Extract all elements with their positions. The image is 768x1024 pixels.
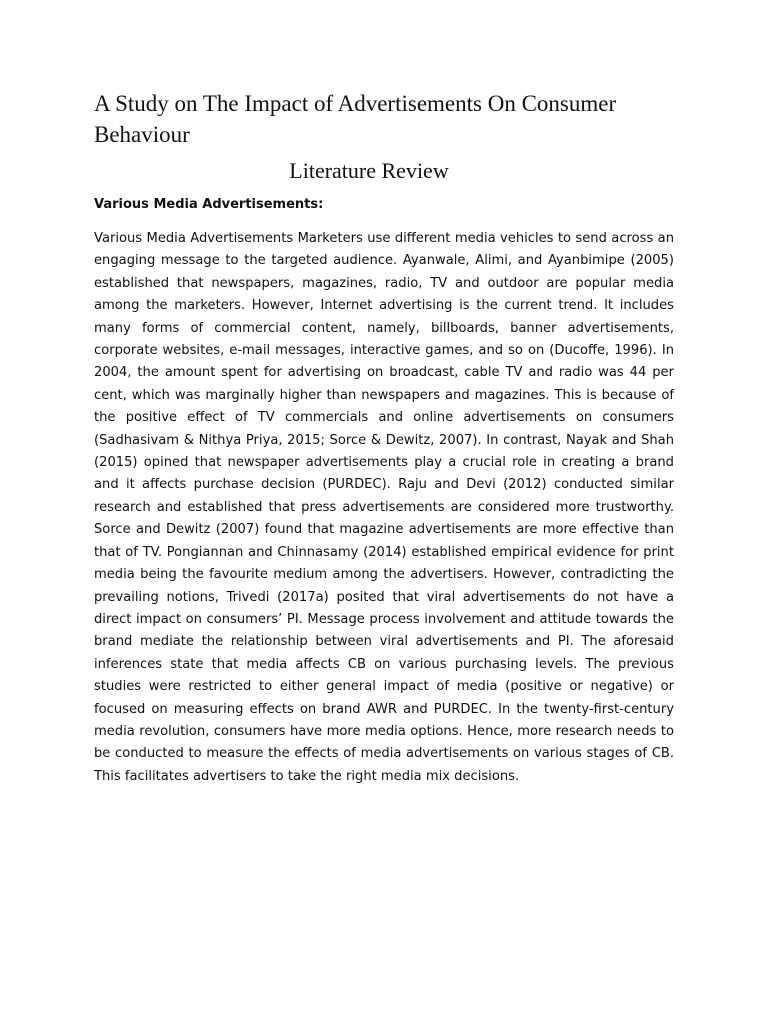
subsection-heading: Various Media Advertisements:: [94, 197, 324, 212]
document-title: A Study on The Impact of Advertisements On Consumer Behaviour: [94, 91, 617, 147]
section-title-literature-review: Literature Review: [289, 158, 449, 183]
body-paragraph: Various Media Advertisements Marketers use different media vehicles to send across an engaging message to the targeted audience. Ayanwale, Alimi, and Ayanbimipe (2005) established that newspapers, magazines, radio, TV and outdoor are popular media among the marketers. However, Internet advertising is the current trend. It includes many forms of commercial content, namely, billboards, banner advertisements, corporate websites, e-mail messages, interactive games, and so on (Ducoffe, 1996). In 2004, the amount spent for advertising on broadcast, cable TV and radio was 44 per cent, which was marginally higher than newspapers and magazines. This is because of the positive effect of TV commercials and online advertisements on consumers (Sadhasivam & Nithya Priya, 2015; Sorce & Dewitz, 2007). In contrast, Nayak and Shah (2015) opined that newspaper advertisements play a crucial role in creating a brand and it affects purchase decision (PURDEC). Raju and Devi (2012) conducted similar research and established that press advertisements are considered more trustworthy. Sorce and Dewitz (2007) found that magazine advertisements are more effective than that of TV. Pongiannan and Chinnasamy (2014) established empirical evidence for print media being the favourite medium among the advertisers. However, contradicting the prevailing notions, Trivedi (2017a) posited that viral advertisements do not have a direct impact on consumers’ PI. Message process involvement and attitude towards the brand mediate the relationship between viral advertisements and PI. The aforesaid inferences state that media affects CB on various purchasing levels. The previous studies were restricted to either general impact of media (positive or negative) or focused on measuring effects on brand AWR and PURDEC. In the twenty-first-century media revolution, consumers have more media options. Hence, more research needs to be conducted to measure the effects of media advertisements on various stages of CB. This facilitates advertisers to take the right media mix decisions.: [94, 231, 674, 784]
